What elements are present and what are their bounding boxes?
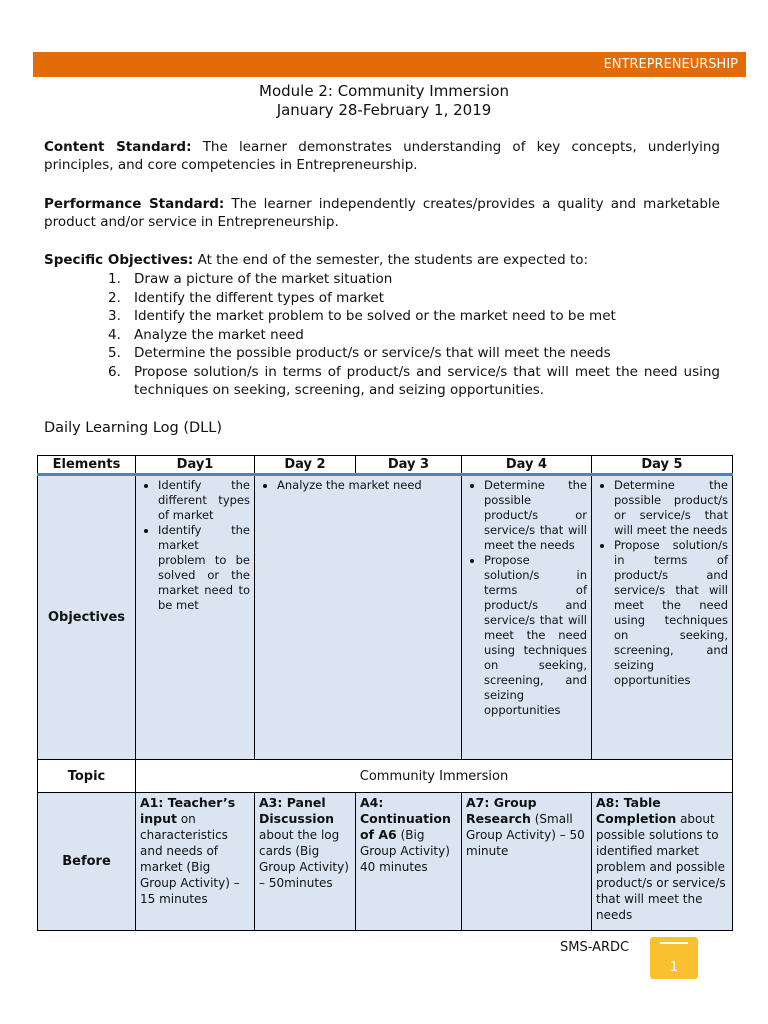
before-day4: A7: Group Research (Small Group Activity) – 50 minute [462, 793, 592, 931]
specific-objectives [44, 251, 720, 269]
subject-label: ENTREPRENEURSHIP [603, 57, 738, 72]
performance-standard [44, 195, 720, 231]
objective-item: 1. Draw a picture of the market situation [108, 271, 393, 287]
title-line1: Module 2: Community Immersion [259, 82, 509, 100]
before-day1: A1: Teacher’s input on characteristics and needs of market (Big Group Activity) – 15 minutes [136, 793, 255, 931]
footer-org: SMS-ARDC [560, 940, 630, 955]
before-day3: A4: Continuation of A6 (Big Group Activity) 40 minutes [356, 793, 462, 931]
day4-objectives [462, 475, 592, 760]
list-item: • Identify the different types of market [158, 478, 250, 523]
header-day5: Day 5 [592, 456, 733, 475]
topic-row [38, 760, 733, 793]
objective-item: 5. Determine the possible product/s or service/s that will meet the needs [108, 345, 611, 361]
table-header-row [38, 456, 733, 475]
header-bar [33, 52, 746, 77]
day23-objectives [255, 475, 462, 760]
objectives-list [108, 270, 720, 400]
day1-objectives [136, 475, 255, 760]
before-day2: A3: Panel Discussion about the log cards (Big Group Activity) – 50minutes [255, 793, 356, 931]
header-elements: Elements [38, 456, 136, 475]
list-item: • Analyze the market need [277, 478, 457, 493]
page-number: 1 [669, 960, 679, 975]
list-item: • Propose solution/s in terms of product/s and service/s that will meet the need using techniques on seeking, screening, and seizing opportunities [614, 538, 728, 688]
header-day1: Day1 [136, 456, 255, 475]
before-day5: A8: Table Completion about possible solutions to identified market problem and possible product/s or service/s that will meet the needs [592, 793, 733, 931]
header-day4: Day 4 [462, 456, 592, 475]
list-item: • Determine the possible product/s or service/s that will meet the needs [484, 478, 587, 553]
dll-table [37, 455, 733, 931]
before-label: Before [38, 793, 136, 931]
objectives-label: Objectives [38, 475, 136, 760]
header-day2: Day 2 [255, 456, 356, 475]
objective-item: 3. Identify the market problem to be solved or the market need to be met [108, 308, 616, 324]
title-line2: January 28-February 1, 2019 [276, 101, 492, 119]
objective-item: 2. Identify the different types of market [108, 289, 385, 306]
content-standard [44, 138, 720, 174]
content-standard-text: The learner demonstrates understanding of key concepts, underlying principles, and core competencies in Entrepreneurship. [44, 139, 720, 173]
before-row [38, 793, 733, 931]
list-item: • Propose solution/s in terms of product/s and service/s that will meet the need using techniques on seeking, screening, and seizing opportunities [484, 553, 587, 718]
objective-item: 6. Propose solution/s in terms of product/s and service/s that will meet the need using techniques on seeking, screening, and seizing opportunities. [108, 363, 720, 398]
dll-title: Daily Learning Log (DLL) [44, 420, 223, 436]
specific-objectives-label: Specific Objectives: [44, 252, 194, 268]
list-item: • Determine the possible product/s or service/s that will meet the needs [614, 478, 728, 538]
day5-objectives [592, 475, 733, 760]
topic-label: Topic [38, 760, 136, 793]
performance-standard-label: Performance Standard: [44, 196, 225, 212]
content-standard-label: Content Standard: [44, 139, 192, 155]
specific-objectives-text: At the end of the semester, the students are expected to: [193, 252, 589, 268]
objectives-row [38, 475, 733, 760]
objective-item: 4. Analyze the market need [108, 326, 304, 343]
header-day3: Day 3 [356, 456, 462, 475]
module-title [0, 82, 768, 120]
list-item: • Identify the market problem to be solved or the market need to be met [158, 523, 250, 613]
page-number-badge [650, 937, 698, 979]
performance-standard-text: The learner independently creates/provides a quality and marketable product and/or service in Entrepreneurship. [44, 196, 720, 230]
topic-value: Community Immersion [136, 760, 733, 793]
